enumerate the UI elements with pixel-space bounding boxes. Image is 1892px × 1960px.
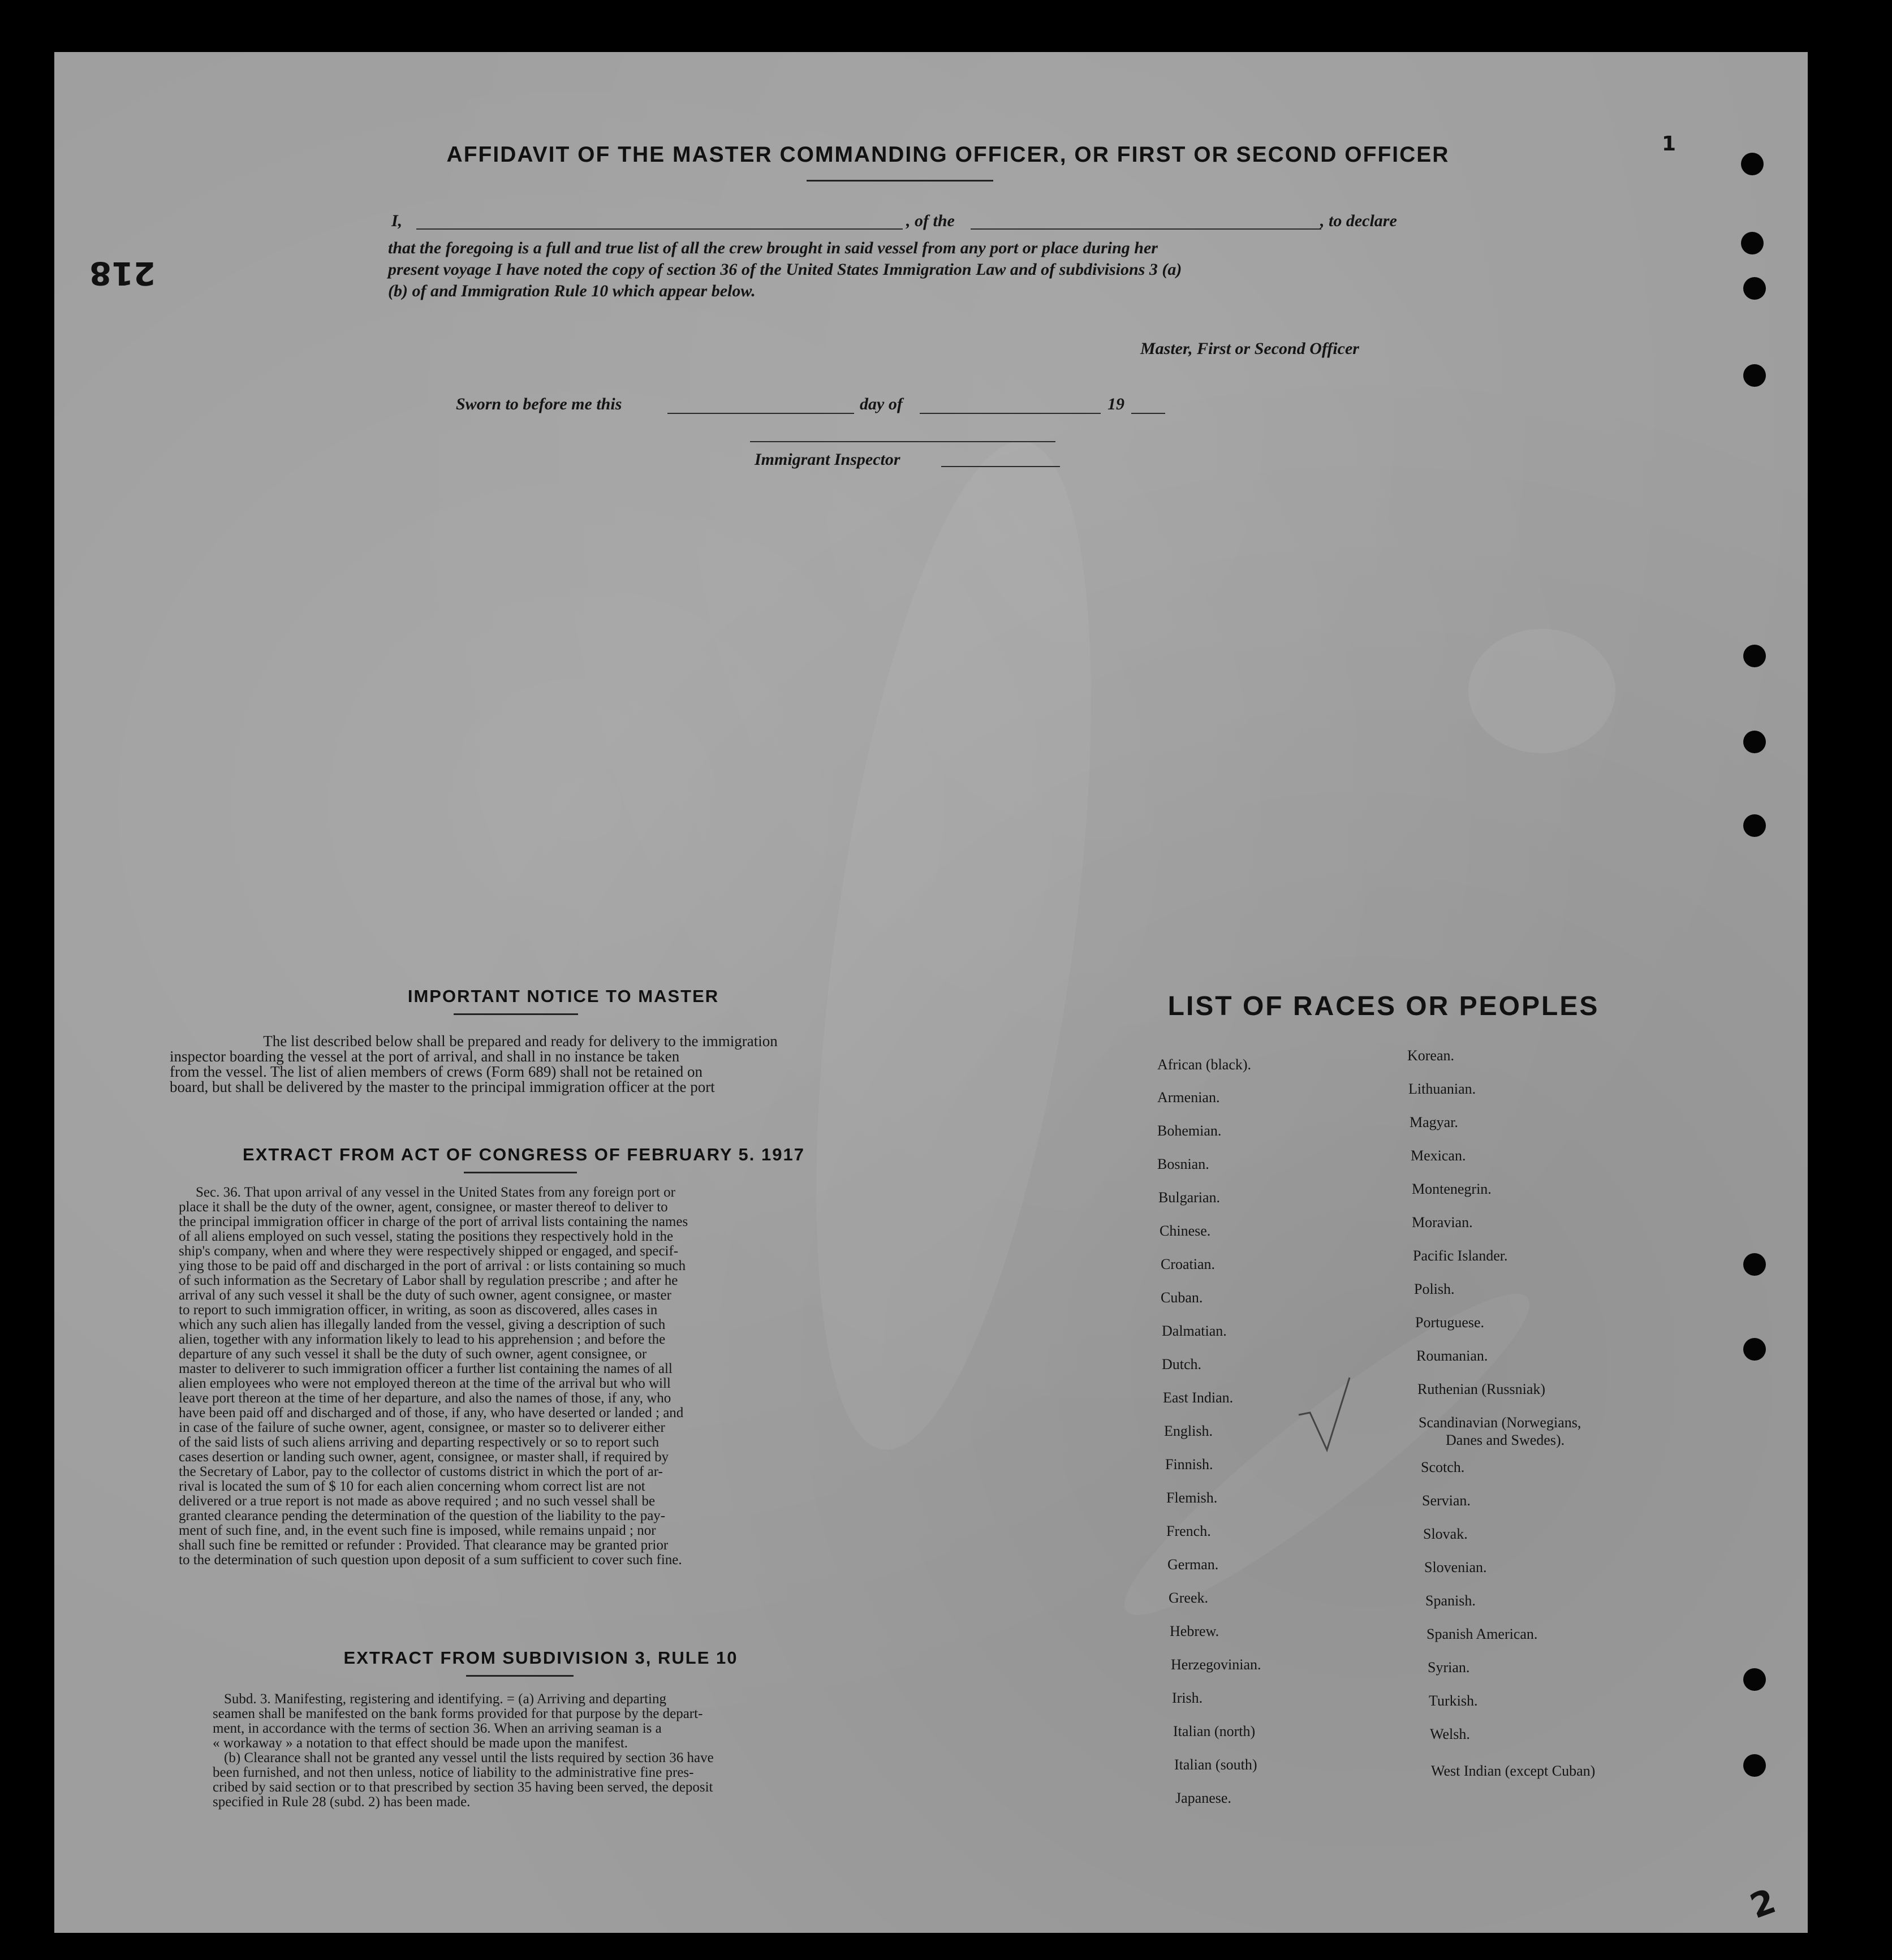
- race-item: Japanese.: [1175, 1790, 1231, 1806]
- punch-hole: [1743, 1668, 1766, 1691]
- act-line: ship's company, when and where they were respectively shipped or engaged, and specif-: [179, 1244, 679, 1259]
- rule-line: Subd. 3. Manifesting, registering and identifying. = (a) Arriving and departing: [224, 1691, 666, 1707]
- act-line: alien, together with any information likely to lead to his apprehension ; and before the: [179, 1332, 666, 1347]
- act-line: place it shall be the duty of the owner, agent, consignee, or master thereof to deliver to: [179, 1199, 668, 1215]
- race-item: Irish.: [1172, 1690, 1203, 1706]
- document-page: [54, 52, 1808, 1933]
- race-item: African (black).: [1157, 1056, 1252, 1073]
- act-line: which any such alien has illegally landed from the vessel, giving a description of such: [179, 1317, 666, 1332]
- notice-line: inspector boarding the vessel at the port of arrival, and shall in no instance be taken: [170, 1048, 680, 1065]
- race-item: Scandinavian (Norwegians,: [1419, 1414, 1581, 1431]
- sworn-day-blank: [667, 413, 854, 414]
- race-item: Spanish American.: [1426, 1626, 1538, 1642]
- act-line: of such information as the Secretary of Labor shall by regulation prescribe ; and after he: [179, 1273, 678, 1288]
- act-line: ying those to be paid off and discharged in the port of arrival : or lists containing so much: [179, 1258, 686, 1273]
- act-line: have been paid off and discharged and of those, if any, who have deserted or landed ; and: [179, 1405, 684, 1421]
- act-line: delivered or a true report is not made as above required ; and no such vessel shall be: [179, 1493, 656, 1509]
- race-item: Montenegrin.: [1412, 1181, 1492, 1197]
- act-line: ment of such fine, and, in the event such fine is imposed, while remains unpaid ; nor: [179, 1523, 656, 1538]
- day-of-label: day of: [860, 395, 903, 413]
- pencil-check-mark: [1293, 1375, 1361, 1454]
- inspector-signature-blank: [750, 441, 1055, 442]
- act-extract-body: [179, 1185, 880, 1568]
- race-item: Magyar.: [1410, 1114, 1458, 1130]
- act-line: cases desertion or landing such owner, agent, consignee, or master shall, if required by: [179, 1449, 669, 1465]
- act-extract-title: EXTRACT FROM ACT OF CONGRESS OF FEBRUARY 5. 1917: [243, 1145, 805, 1164]
- affidavit-title: AFFIDAVIT OF THE MASTER COMMANDING OFFICER, OR FIRST OR SECOND OFFICER: [446, 143, 1450, 167]
- act-line: rival is located the sum of $ 10 for each alien concerning whom correct list are not: [179, 1479, 645, 1494]
- rule-line: ment, in accordance with the terms of section 36. When an arriving seaman is a: [213, 1721, 662, 1736]
- affidavit-line-2: that the foregoing is a full and true list of all the crew brought in said vessel from any port or place during her: [388, 239, 1158, 257]
- race-item: Spanish.: [1425, 1592, 1476, 1609]
- inspector-label: Immigrant Inspector: [755, 450, 900, 469]
- declarant-name-blank: [416, 228, 903, 230]
- races-title: LIST OF RACES OR PEOPLES: [1167, 991, 1600, 1021]
- punch-hole: [1743, 814, 1766, 837]
- race-item: French.: [1166, 1523, 1211, 1539]
- act-line: granted clearance pending the determination of the question of the liability to the pay-: [179, 1508, 666, 1523]
- rule-line: been furnished, and not then unless, notice of liability to the administrative fine pres-: [213, 1765, 694, 1780]
- sworn-label: Sworn to before me this: [456, 395, 622, 413]
- race-item: Scotch.: [1421, 1459, 1465, 1475]
- affidavit-line-3: present voyage I have noted the copy of section 36 of the United States Immigration Law and of subdivisions 3 (a): [388, 260, 1182, 279]
- rule-extract-body: [213, 1692, 914, 1810]
- race-item: Flemish.: [1166, 1490, 1218, 1506]
- race-item: Mexican.: [1411, 1147, 1466, 1164]
- race-item: Croatian.: [1161, 1256, 1216, 1272]
- race-item: Cuban.: [1161, 1289, 1203, 1306]
- notice-line: board, but shall be delivered by the master to the principal immigration officer at the port: [170, 1078, 715, 1095]
- notice-title: IMPORTANT NOTICE TO MASTER: [407, 986, 719, 1006]
- inspector-trailing-blank: [941, 466, 1060, 467]
- notice-line: from the vessel. The list of alien members of crews (Form 689) shall not be retained on: [170, 1063, 703, 1080]
- punch-hole: [1743, 731, 1766, 753]
- sworn-month-blank: [920, 413, 1101, 414]
- punch-hole: [1743, 1338, 1766, 1361]
- act-line: alien employees who were not employed thereon at the time of the arrival but who will: [179, 1376, 671, 1391]
- race-item: Dutch.: [1162, 1356, 1202, 1372]
- notice-body: [170, 1034, 871, 1095]
- race-item: Herzegovinian.: [1171, 1656, 1261, 1673]
- act-line: departure of any such vessel it shall be the duty of such owner, agent consignee, or: [179, 1346, 647, 1362]
- act-line: the principal immigration officer in charge of the port of arrival lists containing the names: [179, 1214, 688, 1229]
- affidavit-title-rule: [807, 180, 993, 182]
- vessel-name-blank: [971, 228, 1321, 230]
- act-extract-title-rule: [464, 1172, 577, 1173]
- rule-extract-title-rule: [466, 1675, 574, 1677]
- year-prefix-label: 19: [1107, 395, 1124, 413]
- rule-line: specified in Rule 28 (subd. 2) has been made.: [213, 1794, 471, 1810]
- act-line: of the said lists of such aliens arriving and departing respectively or so to report such: [179, 1435, 660, 1450]
- notice-line: The list described below shall be prepared and ready for delivery to the immigration: [263, 1033, 778, 1050]
- rule-extract-title: EXTRACT FROM SUBDIVISION 3, RULE 10: [343, 1648, 738, 1668]
- rule-line: « workaway » a notation to that effect should be made upon the manifest.: [213, 1735, 628, 1751]
- rule-line: (b) Clearance shall not be granted any vessel until the lists required by section 36 have: [224, 1750, 714, 1765]
- act-line: to the determination of such question upon deposit of a sum sufficient to cover such fine.: [179, 1552, 682, 1568]
- race-item: Slovenian.: [1424, 1559, 1487, 1575]
- punch-hole: [1743, 364, 1766, 387]
- race-item: Bohemian.: [1157, 1123, 1222, 1139]
- punch-hole: [1741, 232, 1764, 254]
- margin-top-number: 1: [1662, 132, 1676, 156]
- punch-hole: [1743, 277, 1766, 300]
- punch-hole: [1743, 1253, 1766, 1276]
- race-item: Servian.: [1422, 1492, 1471, 1509]
- to-declare-label: , to declare: [1320, 211, 1397, 230]
- affidavit-line-4: (b) of and Immigration Rule 10 which appear below.: [388, 282, 756, 300]
- race-item: English.: [1164, 1423, 1213, 1439]
- race-item: Welsh.: [1430, 1726, 1470, 1742]
- rule-line: seamen shall be manifested on the bank forms provided for that purpose by the depart-: [213, 1706, 703, 1721]
- punch-hole: [1741, 153, 1764, 175]
- race-item: Pacific Islander.: [1413, 1247, 1508, 1264]
- act-line: Sec. 36. That upon arrival of any vessel in the United States from any foreign port or: [196, 1185, 675, 1200]
- rule-line: cribed by said section or to that prescribed by section 35 having been served, the deposit: [213, 1780, 713, 1795]
- act-line: to report to such immigration officer, in writing, as soon as discovered, alles cases in: [179, 1302, 658, 1318]
- race-item: Turkish.: [1429, 1693, 1478, 1709]
- race-item: Korean.: [1407, 1047, 1455, 1064]
- punch-hole: [1743, 645, 1766, 667]
- race-item: Moravian.: [1412, 1214, 1473, 1231]
- race-item: German.: [1167, 1556, 1219, 1573]
- race-item: Ruthenian (Russniak): [1417, 1381, 1546, 1397]
- race-item: Portuguese.: [1415, 1314, 1485, 1331]
- year-blank: [1131, 413, 1165, 414]
- race-item: Syrian.: [1428, 1659, 1470, 1676]
- notice-title-rule: [454, 1013, 578, 1015]
- act-line: arrival of any such vessel it shall be the duty of such owner, agent consignee, or master: [179, 1288, 671, 1303]
- race-item: Polish.: [1414, 1281, 1455, 1297]
- race-item: Greek.: [1169, 1590, 1209, 1606]
- race-item: Dalmatian.: [1162, 1323, 1227, 1339]
- act-line: master to deliverer to such immigration officer a further list containing the names of all: [179, 1361, 673, 1376]
- race-item: Italian (south): [1174, 1756, 1257, 1773]
- act-line: leave port thereon at the time of her departure, and also the names of those, if any, who: [179, 1391, 671, 1406]
- of-the-label: , of the: [906, 211, 955, 230]
- act-line: shall such fine be remitted or refunder : Provided. That clearance may be granted prior: [179, 1538, 669, 1553]
- act-line: of all aliens employed on such vessel, stating the positions they respectively hold in the: [179, 1229, 674, 1244]
- punch-hole: [1743, 1754, 1766, 1777]
- paper-smudge: [1468, 629, 1615, 753]
- race-item: Bulgarian.: [1158, 1189, 1221, 1206]
- act-line: the Secretary of Labor, pay to the collector of customs district in which the port of ar-: [179, 1464, 663, 1479]
- margin-page-number: 218: [89, 254, 156, 291]
- race-item: Danes and Swedes).: [1446, 1432, 1565, 1448]
- race-item: Chinese.: [1160, 1223, 1211, 1239]
- race-item: Roumanian.: [1416, 1348, 1488, 1364]
- margin-bottom-number: 2: [1745, 1881, 1781, 1927]
- act-line: in case of the failure of suche owner, agent, consignee, or master so to deliverer either: [179, 1420, 665, 1435]
- race-item: Bosnian.: [1157, 1156, 1209, 1172]
- master-signature-label: Master, First or Second Officer: [1140, 339, 1359, 358]
- race-item: East Indian.: [1163, 1389, 1234, 1406]
- race-item: Italian (north): [1173, 1723, 1256, 1739]
- paper-smudge: [1098, 1262, 1555, 1647]
- race-item: Finnish.: [1165, 1456, 1213, 1473]
- race-item: Lithuanian.: [1408, 1081, 1476, 1097]
- race-item: West Indian (except Cuban): [1431, 1763, 1596, 1779]
- race-item: Slovak.: [1423, 1526, 1468, 1542]
- declarant-i-label: I,: [391, 211, 403, 230]
- race-item: Armenian.: [1157, 1089, 1220, 1106]
- race-item: Hebrew.: [1170, 1623, 1219, 1639]
